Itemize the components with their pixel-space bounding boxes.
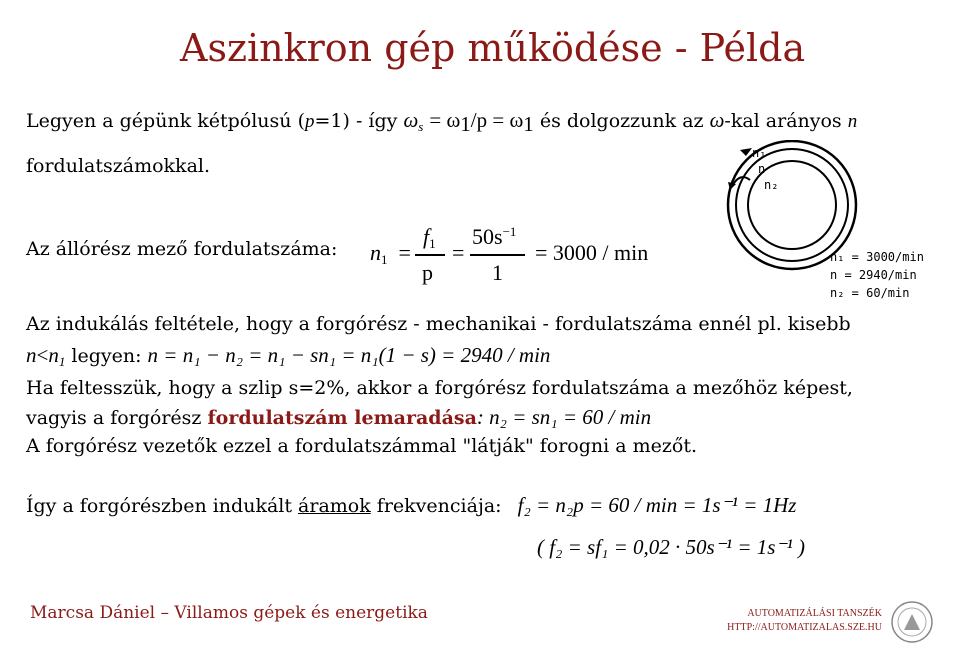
sketch-value-3: n₂ = 60/min <box>830 286 910 300</box>
intro-p-eq: =1) - így <box>314 110 404 132</box>
freq-text-c: frekvenciája: <box>370 495 502 517</box>
sub-1b: 1 <box>523 112 534 136</box>
frac1-den: p <box>422 260 433 285</box>
freq-equation-2 <box>537 535 805 560</box>
intro-text-2: és dolgozzunk az <box>533 110 710 132</box>
omega: ω <box>709 108 725 132</box>
footer-author: Marcsa Dániel – Villamos gépek és energetika <box>30 603 428 623</box>
frac1-num: $f_1$ <box>423 224 436 251</box>
slip-line-1: Ha feltesszük, hogy a szlip s=2%, akkor a forgórész fordulatszáma a mezőhöz képest, <box>26 377 853 399</box>
slip-equation: : n₂ = sn₁ = 60 / min <box>476 405 652 429</box>
freq-text-a: Így a forgórészben indukált <box>26 495 299 517</box>
sub-1a: 1 <box>460 112 471 136</box>
sketch-value-1: n₁ = 3000/min <box>830 250 924 264</box>
omega-s: $\omega_s$ <box>403 108 424 134</box>
intro-eq1b: /p = ω <box>470 108 524 132</box>
footer-url: HTTP://AUTOMATIZALAS.SZE.HU <box>727 622 882 633</box>
footer-dept: AUTOMATIZÁLÁSI TANSZÉK <box>747 608 882 619</box>
sketch-label-n: n <box>758 162 766 176</box>
middle-circle <box>736 149 848 261</box>
sketch-label-n2: n₂ <box>764 178 779 192</box>
freq-equation-2-text: ( f₂ = sf₁ = 0,02 · 50s⁻¹ = 1s⁻¹ ) <box>537 535 806 559</box>
induction-line-2 <box>26 343 550 370</box>
freq-equation: f₂ = n₂p = 60 / min = 1s⁻¹ = 1Hz <box>517 493 797 517</box>
n1-inline: $n_1$ <box>48 343 66 369</box>
n-lt-n1: n <box>26 343 37 367</box>
sketch-label-n1: n₁ <box>752 146 767 160</box>
intro-p: p <box>305 111 315 132</box>
department-logo-icon <box>890 600 934 644</box>
frac2-den: 1 <box>492 260 503 285</box>
frac1-bar <box>415 254 445 256</box>
rotor-sketch <box>700 140 940 310</box>
slip-text: vagyis a forgórész <box>26 407 208 429</box>
n1-symbol: $n_1$ = <box>370 240 411 267</box>
intro-text-3: -kal arányos <box>724 110 848 132</box>
stator-label: Az állórész mező fordulatszáma: <box>26 238 338 260</box>
slide-title: Aszinkron gép működése - Példa <box>180 26 806 70</box>
slip-highlight: fordulatszám lemaradása <box>207 407 477 429</box>
frac2-num: $50s^{-1}$ <box>472 224 517 249</box>
stator-result: = 3000 / min <box>535 240 649 265</box>
frac2-bar <box>470 254 525 256</box>
intro-text-1: Legyen a gépünk kétpólusú ( <box>26 110 305 132</box>
induction-line-1: Az indukálás feltétele, hogy a forgórész - mechanikai - fordulatszáma ennél pl. kisebb <box>26 313 851 335</box>
intro-line <box>26 108 857 137</box>
slip-line-3: A forgórész vezetők ezzel a fordulatszámmal "látják" forogni a mezőt. <box>26 435 698 457</box>
intro-line-2: fordulatszámokkal. <box>26 155 211 177</box>
intro-eq1: = ω <box>429 108 461 132</box>
freq-line <box>26 493 796 518</box>
intro-n: n <box>847 111 858 132</box>
induction-equation: n = n₁ − n₂ = n₁ − sn₁ = n₁(1 − s) = 2940 / min <box>147 343 551 367</box>
sketch-value-2: n = 2940/min <box>830 268 917 282</box>
arrow-head-2 <box>740 148 752 156</box>
eq-sign: = <box>452 240 465 265</box>
induction-legyen: legyen: <box>71 345 142 367</box>
lt-sign: < <box>36 343 49 367</box>
slip-line-2 <box>26 405 651 430</box>
freq-text-b: áramok <box>298 495 371 517</box>
